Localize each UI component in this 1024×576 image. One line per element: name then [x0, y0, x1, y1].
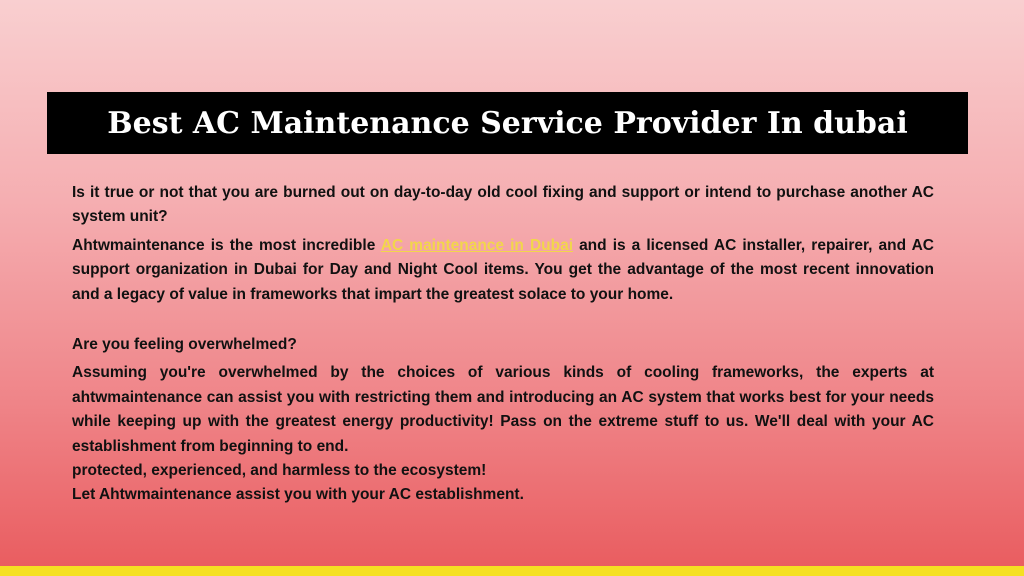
protected-line: protected, experienced, and harmless to the ecosystem! [72, 462, 487, 480]
intro-paragraph-end: and is a licensed AC installer, repairer, and AC support organization in Dubai for Day and Night Cool items. You get the advantage of the most recent innovation and a legacy of value in frameworks that impart the greatest solace to your home. [72, 236, 934, 303]
closing-line: Let Ahtwmaintenance assist you with your AC establishment. [72, 486, 524, 504]
article-body [72, 181, 934, 508]
intro-question: Is it true or not that you are burned out on day-to-day old cool fixing and support or intend to purchase another AC system unit? [72, 184, 934, 226]
overwhelmed-question: Are you feeling overwhelmed? [72, 336, 297, 354]
title-bar [47, 92, 968, 154]
overwhelmed-paragraph: Assuming you're overwhelmed by the choices of various kinds of cooling frameworks, the experts at ahtwmaintenance can assist you with restricting them and introducing an AC system that works best for your needs while keeping up with the greatest energy productivity! Pass on the extreme stuff to us. We'll deal with your AC establishment from beginning to end. [72, 364, 934, 455]
ac-maintenance-link[interactable]: AC maintenance in Dubai [380, 236, 573, 254]
page-title: Best AC Maintenance Service Provider In dubai [107, 105, 908, 141]
bottom-accent-strip [0, 566, 1024, 576]
intro-paragraph-start: Ahtwmaintenance is the most incredible [72, 236, 381, 254]
intro-paragraph [72, 234, 934, 307]
